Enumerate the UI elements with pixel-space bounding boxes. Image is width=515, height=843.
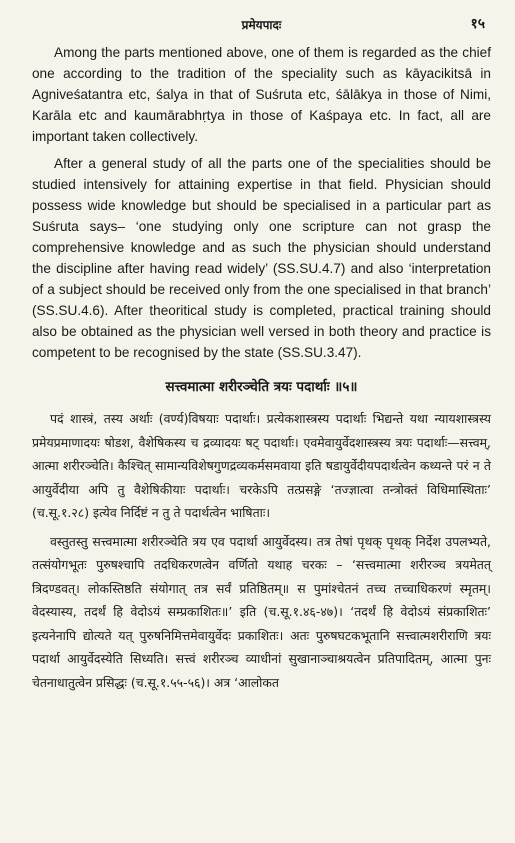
english-paragraph-2: After a general study of all the parts one of the specialities should be studied intensively for attaining expertise in that field. Physician should possess wide knowledge but should be specialised in a particular part as Suśruta says– ‘one studying only one scripture can not grasp the comprehensive knowledge and as such the physician should understand the discipline after having read widely’ (SS.SU.4.7) and also ‘interpretation of a subject should be received only from the one specialised in that branch’ (SS.SU.4.6). After theoritical study is completed, practical training should also be obtained as the physician well versed in both theory and practice is competent to be recognised by the state (SS.SU.3.47).	[32, 156, 491, 360]
page-header	[32, 14, 491, 42]
sanskrit-paragraph-2: वस्तुतस्तु सत्त्वमात्मा शरीरञ्चेति त्रय एव पदार्था आयुर्वेदस्य। तत्र तेषां पृथक् पृथक् निर्देश उपलभ्यते, तत्संयोगभूतः पुरुषश्चापि तदधिकरणत्वेन वर्णितो यथाह चरकः – ‘सत्त्वमात्मा शरीरञ्च त्रयमेतत् त्रिदण्डवत्। लोकस्तिष्ठति संयोगात् तत्र सर्वं प्रतिष्ठितम्॥ स पुमांश्चेतनं तच्च तच्चाधिकरणं स्मृतम्। वेदस्यास्य, तदर्थं हि वेदोऽयं सम्प्रकाशितः॥’ इति (च.सू.१.४६-४७)। ‘तदर्थं हि वेदोऽयं संप्रकाशितः’ इत्यनेनापि द्योत्यते यत् पुरुषनिमित्तमेवायुर्वेदः प्रकाशितः। अतः पुरुषघटकभूतानि सत्त्वात्मशरीराणि त्रयः पदार्था आयुर्वेदस्येति सिध्यति। सत्त्वं शरीरञ्च व्याधीनां सुखानाञ्चाश्रयत्वेन प्रतिपादितम्, आत्मा पुनः चेतनाधातुत्वेन प्रसिद्धः (च.सू.१.५५-५६)। अत्र ‘आलोकत	[32, 533, 491, 690]
english-paragraph-1: Among the parts mentioned above, one of them is regarded as the chief one according to the tradition of the speciality such as kāyacikitsā in Agniveśatantra etc, śalya in that of Suśruta etc, śālākya in those of Nimi, Karāla etc and kaumārabhṛtya in those of Kaśpaya etc. In fact, all are important taken collectively.	[32, 45, 491, 144]
running-title: प्रमेयपादः	[241, 18, 282, 32]
verse-heading: सत्त्वमात्मा शरीरञ्चेति त्रयः पदार्थाः ॥५॥	[165, 379, 358, 395]
page-number: १५	[470, 16, 485, 32]
sanskrit-paragraph-1: पदं शास्त्रं, तस्य अर्थाः (वर्ण्य)विषयाः पदार्थाः। प्रत्येकशास्त्रस्य पदार्थाः भिद्यन्ते यथा न्यायशास्त्रस्य प्रमेयप्रमाणादयः षोडश, वैशेषिकस्य च द्रव्यादयः षट् पदार्थाः। एवमेवायुर्वेदशास्त्रस्य त्रयः पदार्थाः—सत्त्वम्, आत्मा शरीरञ्चेति। कैश्चित् सामान्यविशेषगुणद्रव्यकर्मसमवाया इति षडायुर्वेदीयपदार्थत्वेन कथ्यन्ते परं न ते आयुर्वेदीया अपि तु वैशेषिकीयाः पदार्थाः। चरकेऽपि तत्प्रसङ्गे ‘तज्ज्ञात्वा तन्त्रोक्तं विधिमास्थिताः’ (च.सू.१.२८) इत्येव निर्दिष्टं न तु ते पदार्थत्वेन भाषिताः।	[32, 411, 491, 520]
